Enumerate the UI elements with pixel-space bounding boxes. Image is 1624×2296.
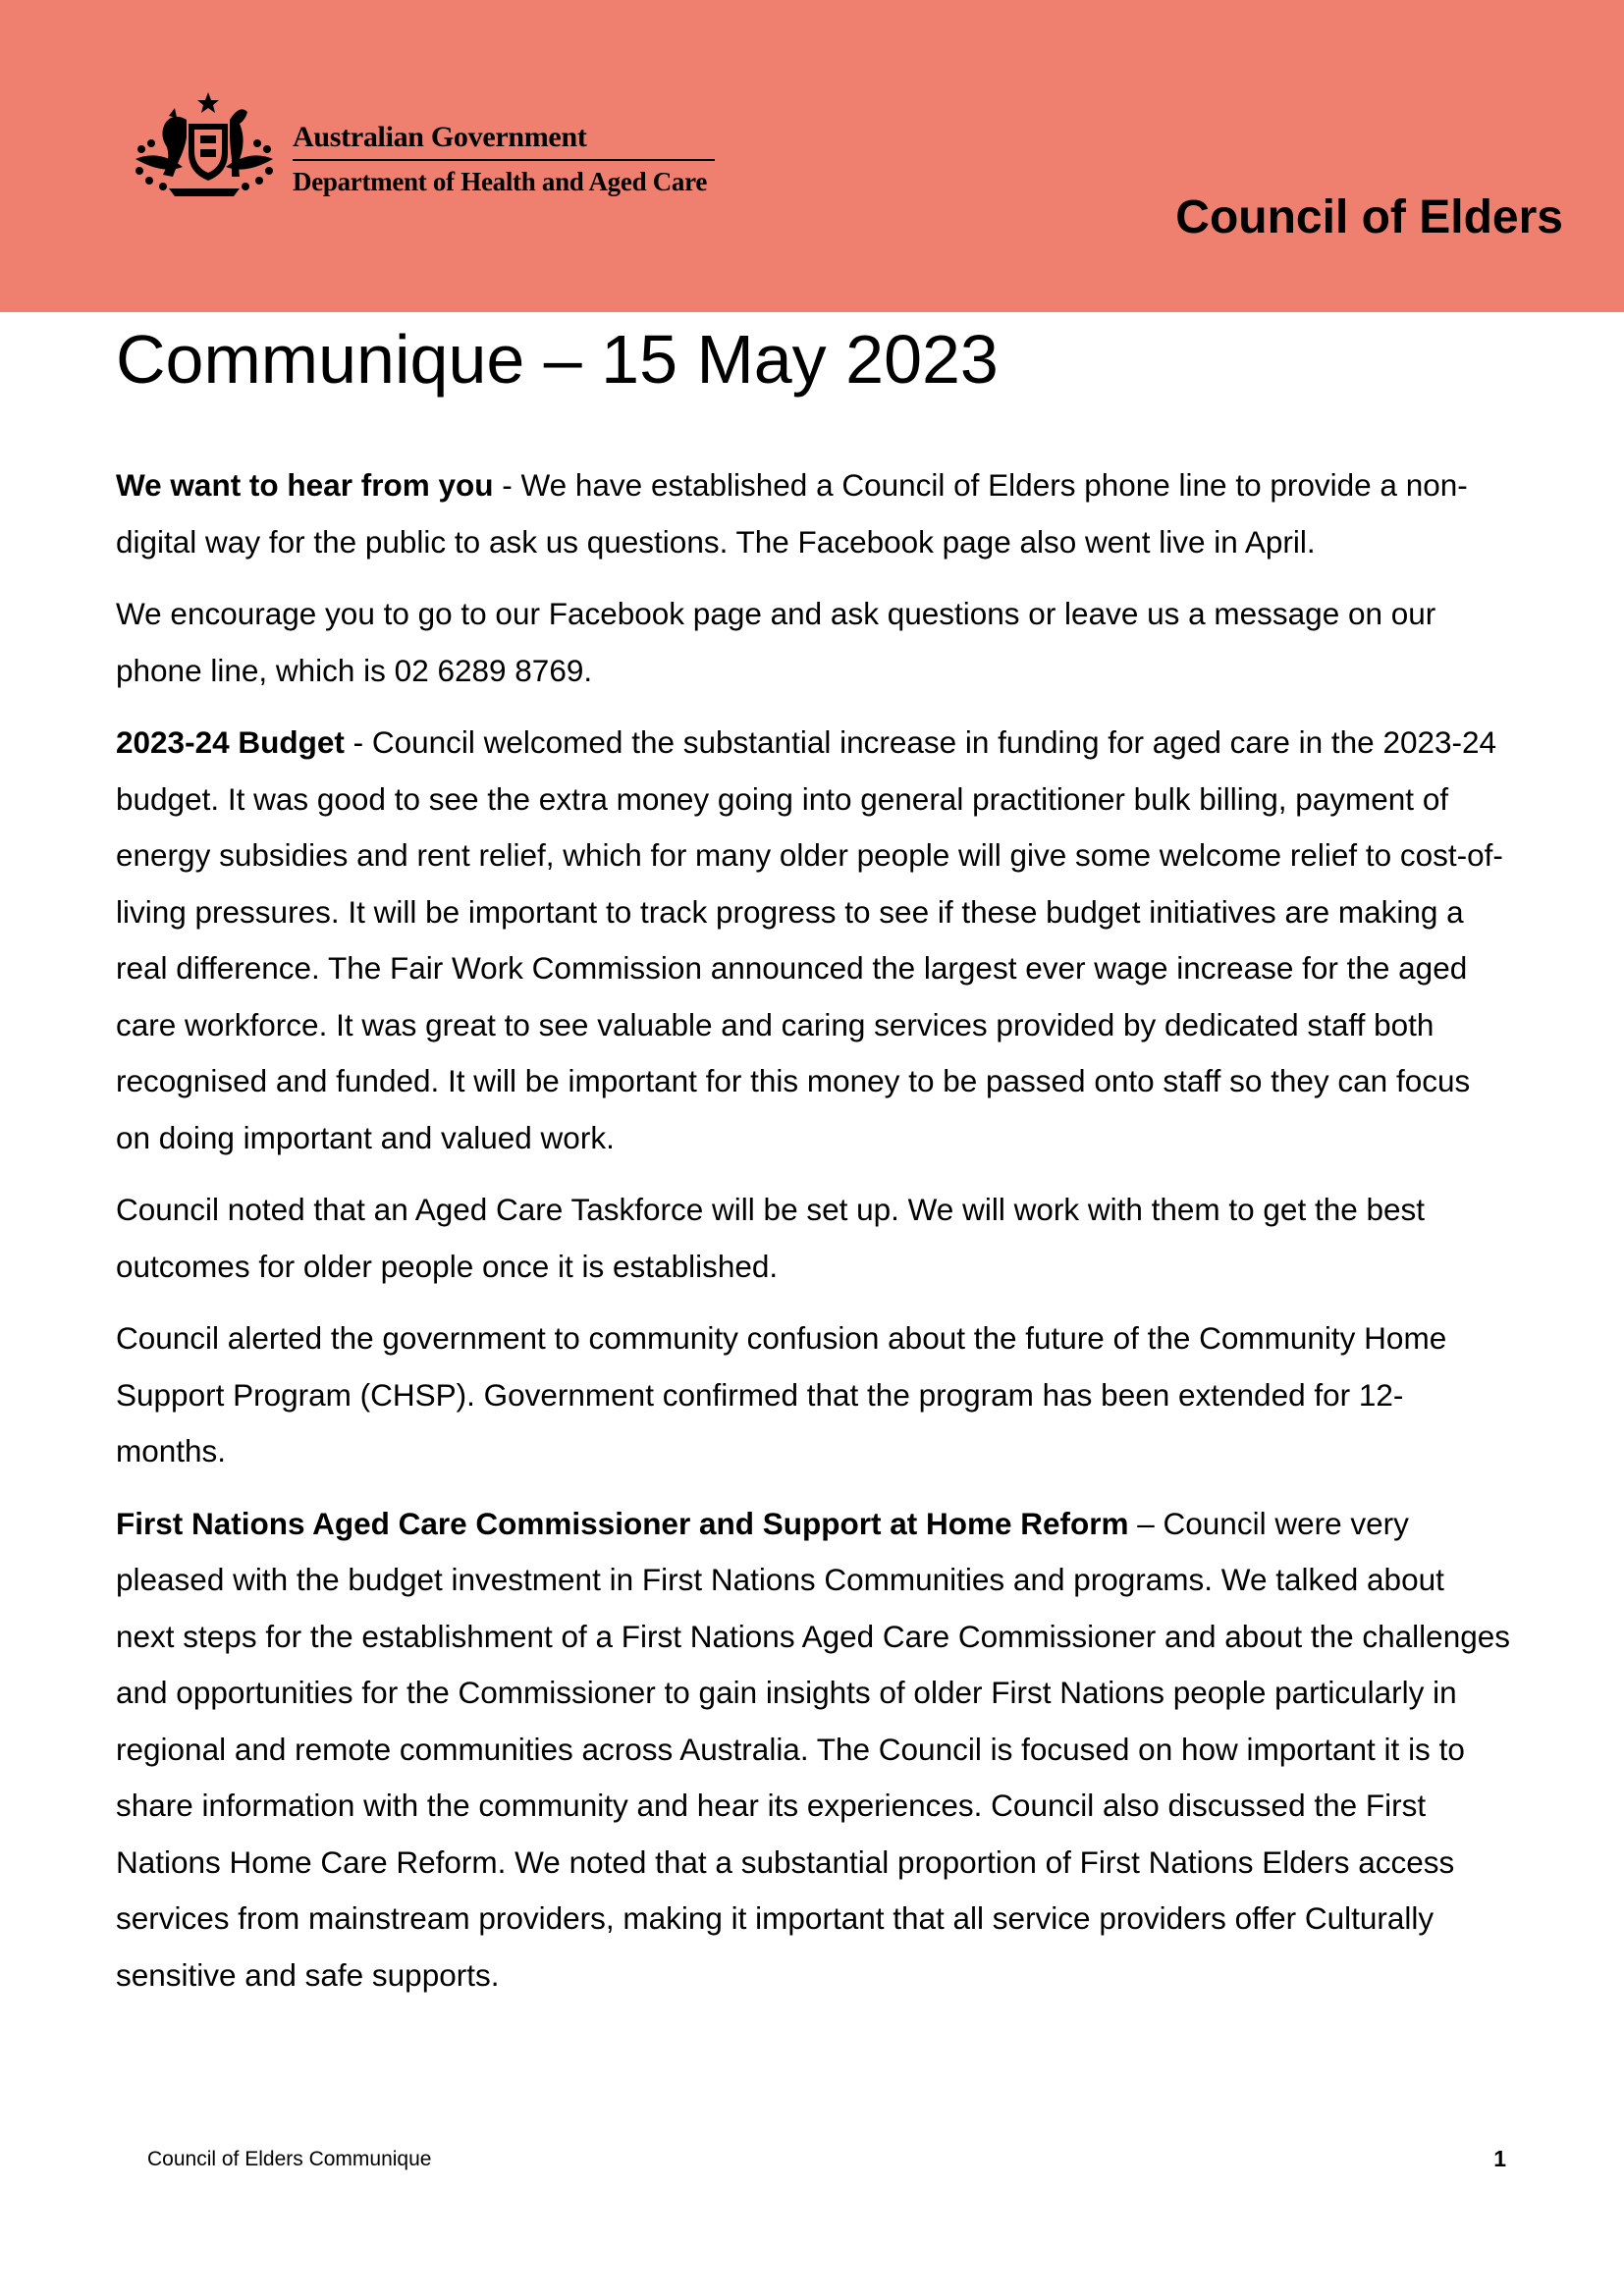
document-body	[116, 457, 1510, 2019]
department-name: Department of Health and Aged Care	[293, 167, 708, 196]
paragraph-text: - Council welcomed the substantial increase in funding for aged care in the 2023-24 budget. It was good to see the extra money going into general practitioner bulk billing, payment of energy subsidies and rent relief, which for many older people will give some welcome relief to cost-of-living pressures. It will be important to track progress to see if these budget initiatives are making a real difference. The Fair Work Commission announced the largest ever wage increase for the aged care workforce. It was great to see valuable and caring services provided by dedicated staff both recognised and funded. It will be important for this money to be passed onto staff so they can focus on doing important and valued work.	[116, 724, 1503, 1155]
paragraph-lead: 2023-24 Budget	[116, 724, 345, 760]
government-wordmark	[293, 120, 715, 198]
paragraph-text: Council noted that an Aged Care Taskforce will be set up. We will work with them to get the best outcomes for older people once it is established.	[116, 1192, 1426, 1284]
paragraph-text: Council alerted the government to community confusion about the future of the Community Home Support Program (CHSP). Government confirmed that the program has been extended for 12-months.	[116, 1320, 1447, 1468]
page-title: Communique – 15 May 2023	[116, 321, 999, 398]
paragraph-taskforce	[116, 1182, 1510, 1295]
paragraph-chsp	[116, 1310, 1510, 1480]
paragraph-text: – Council were very pleased with the budget investment in First Nations Communities and programs. We talked about next steps for the establishment of a First Nations Aged Care Commissioner and about the challenges and opportunities for the Commissioner to gain insights of older First Nations people particularly in regional and remote communities across Australia. The Council is focused on how important it is to share information with the community and hear its experiences. Council also discussed the First Nations Home Care Reform. We noted that a substantial proportion of First Nations Elders access services from mainstream providers, making it important that all service providers offer Culturally sensitive and safe supports.	[116, 1505, 1511, 1993]
coat-of-arms-icon	[130, 90, 279, 200]
paragraph-text: - We have established a Council of Elders phone line to provide a non-digital way for the public to ask us questions. The Facebook page also went live in April.	[116, 467, 1468, 560]
paragraph-lead: We want to hear from you	[116, 467, 494, 503]
page-number: 1	[1493, 2146, 1506, 2171]
org-name: Australian Government	[293, 120, 715, 161]
paragraph-facebook	[116, 586, 1510, 699]
header-band	[0, 0, 1624, 312]
footer-label: Council of Elders Communique	[147, 2148, 432, 2170]
paragraph-first-nations	[116, 1496, 1510, 2004]
paragraph-text: We encourage you to go to our Facebook page and ask questions or leave us a message on our phone line, which is 02 6289 8769.	[116, 596, 1436, 688]
section-title: Council of Elders	[1175, 191, 1563, 243]
paragraph-hear-from-you	[116, 457, 1510, 570]
paragraph-lead: First Nations Aged Care Commissioner and Support at Home Reform	[116, 1505, 1129, 1541]
paragraph-budget	[116, 715, 1510, 1166]
